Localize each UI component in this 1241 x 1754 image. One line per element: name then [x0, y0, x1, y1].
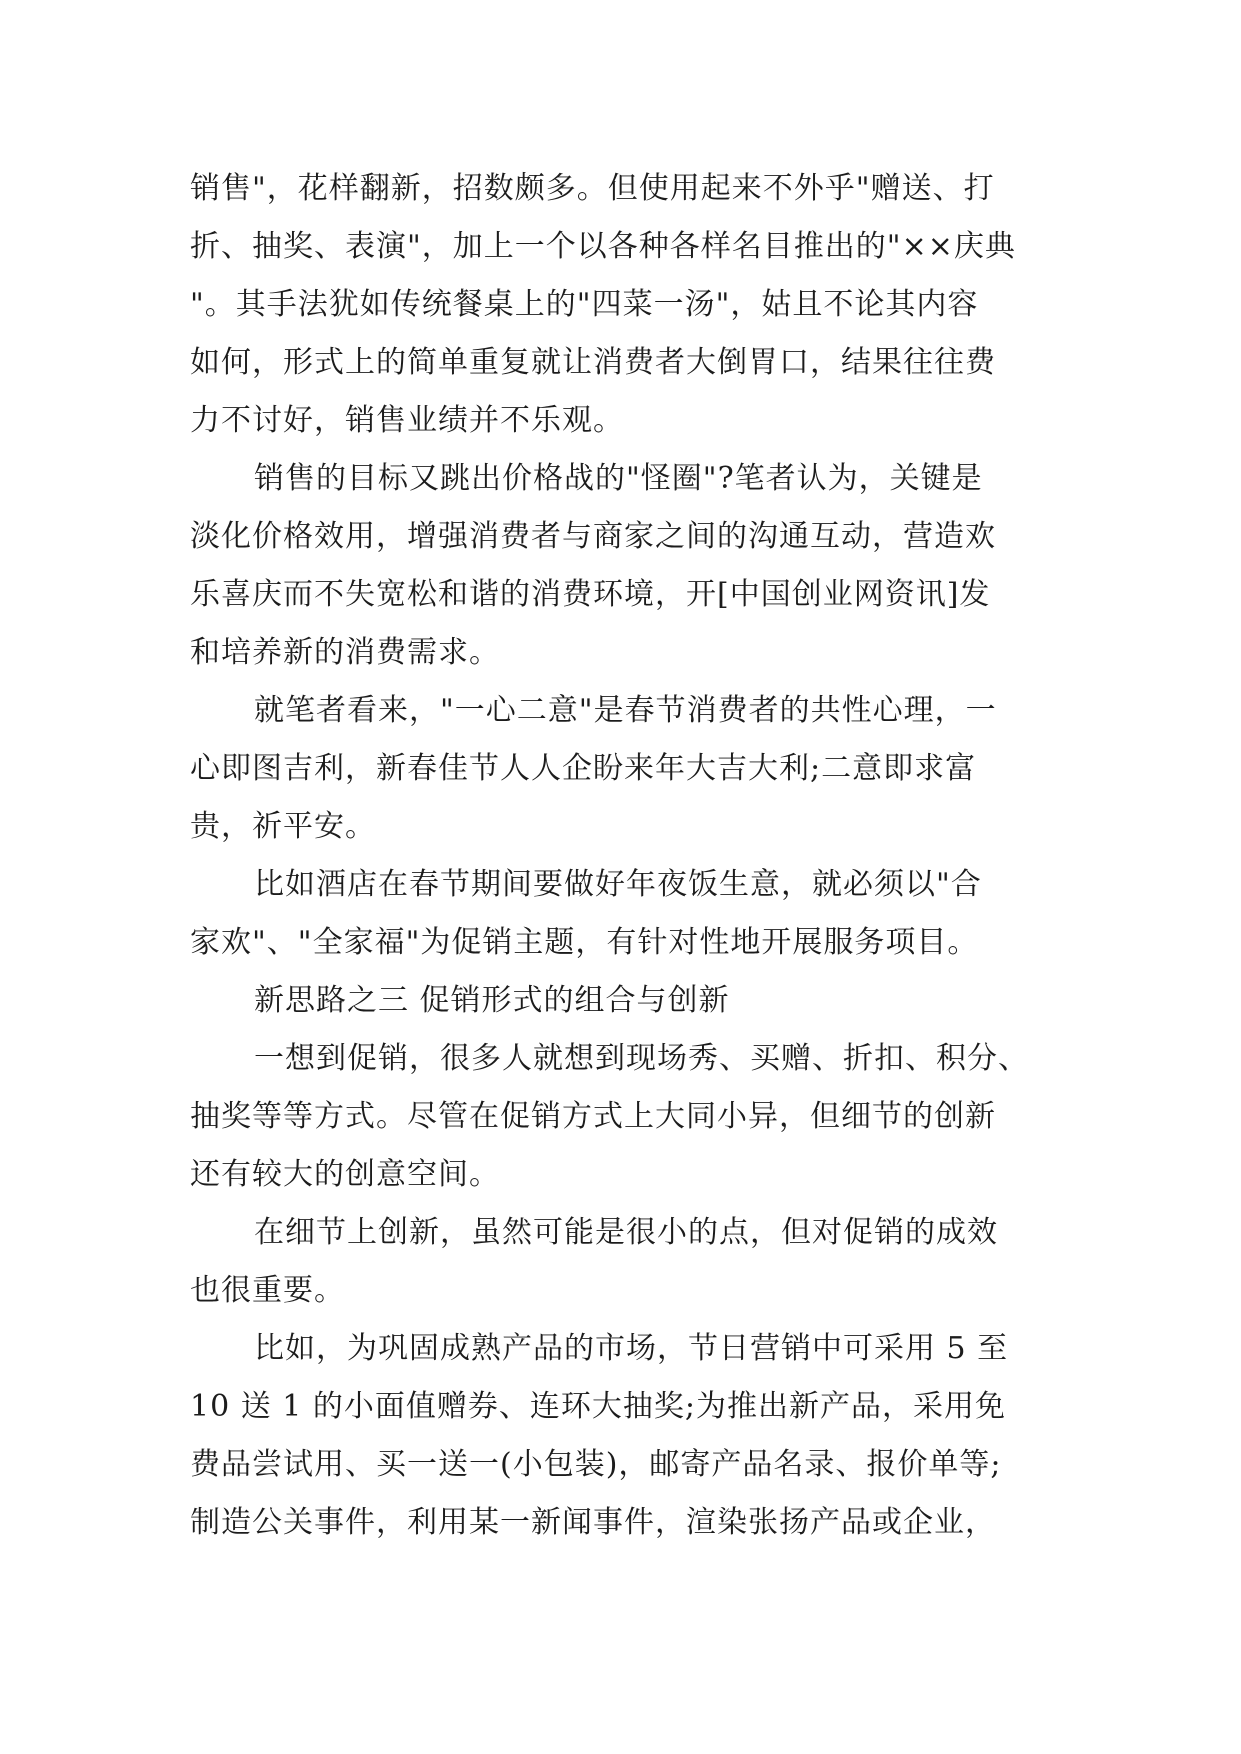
text-line: 比如，为巩固成熟产品的市场，节日营销中可采用 5 至: [254, 1331, 1009, 1366]
text-line: 和培养新的消费需求。: [190, 635, 500, 670]
text-line: 费品尝试用、买一送一(小包装)，邮寄产品名录、报价单等;: [190, 1447, 1002, 1482]
text-line: 家欢"、"全家福"为促销主题，有针对性地开展服务项目。: [190, 925, 979, 960]
text-line: 制造公关事件，利用某一新闻事件，渲染张扬产品或企业，: [190, 1505, 996, 1540]
text-line: 销售"，花样翻新，招数颇多。但使用起来不外乎"赠送、打: [190, 171, 995, 206]
text-line: 比如酒店在春节期间要做好年夜饭生意，就必须以"合: [254, 867, 982, 902]
body-text: [190, 160, 1050, 1552]
text-line: "。其手法犹如传统餐桌上的"四菜一汤"，姑且不论其内容: [190, 287, 979, 322]
text-line: 心即图吉利，新春佳节人人企盼来年大吉大利;二意即求富: [190, 751, 977, 786]
text-line: 10 送 1 的小面值赠券、连环大抽奖;为推出新产品，采用免: [190, 1389, 1006, 1424]
text-line: 抽奖等等方式。尽管在促销方式上大同小异，但细节的创新: [190, 1099, 996, 1134]
text-line: 还有较大的创意空间。: [190, 1157, 500, 1192]
text-line: 就笔者看来，"一心二意"是春节消费者的共性心理，一: [254, 693, 997, 728]
text-line: 销售的目标又跳出价格战的"怪圈"?笔者认为，关键是: [254, 461, 983, 496]
text-line: 一想到促销，很多人就想到现场秀、买赠、折扣、积分、: [254, 1041, 1029, 1076]
text-line: 在细节上创新，虽然可能是很小的点，但对促销的成效: [254, 1215, 998, 1250]
text-line: 如何，形式上的简单重复就让消费者大倒胃口，结果往往费: [190, 345, 996, 380]
text-line: 折、抽奖、表演"，加上一个以各种各样名目推出的"××庆典: [190, 229, 1016, 264]
text-line: 贵，祈平安。: [190, 809, 376, 844]
section-heading: 新思路之三 促销形式的组合与创新: [254, 983, 730, 1018]
text-line: 力不讨好，销售业绩并不乐观。: [190, 403, 624, 438]
text-line: 也很重要。: [190, 1273, 345, 1308]
text-line: 乐喜庆而不失宽松和谐的消费环境，开[中国创业网资讯]发: [190, 577, 991, 612]
text-line: 淡化价格效用，增强消费者与商家之间的沟通互动，营造欢: [190, 519, 996, 554]
